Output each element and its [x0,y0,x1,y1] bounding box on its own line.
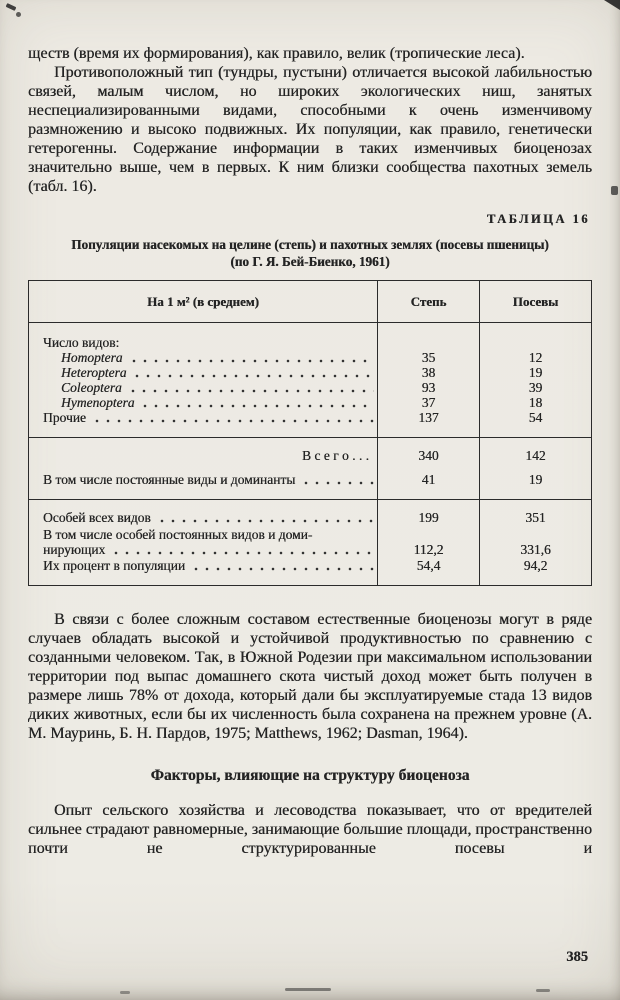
row-value-sowing: 331,6 [480,525,592,558]
table-row [29,558,592,586]
row-value-sowing: 39 [480,380,592,395]
row-label-line2: нирующих [43,542,106,557]
row-value-sowing: 18 [480,395,592,410]
paragraph-continuation: ществ (время их формирования), как правило, велик (тропические леса). [28,45,525,62]
dot-leader [132,359,375,363]
row-value-steppe: 35 [378,350,480,365]
dot-leader [114,551,374,555]
column-header-per-m2: На 1 м² (в среднем) [29,281,378,323]
dot-leader [194,567,374,571]
row-label: Особей всех видов [43,510,151,525]
dot-leader [143,404,374,408]
page-number: 385 [566,949,588,965]
row-label: Coleoptera [61,380,122,395]
row-label: Homoptera [61,350,123,365]
row-value-sowing: 19 [480,466,592,500]
table-source: (по Г. Я. Бей-Биенко, 1961) [230,254,390,269]
paragraph-agriculture: Опыт сельского хозяйства и лесоводства показывает, что от вредителей сильнее страдают равномерные, занимающие большие площади, пространственно почти не структурированные посевы и [28,802,592,857]
table-row-total [29,438,592,467]
insect-populations-table [28,280,592,586]
scan-artifact [611,186,618,195]
row-value-steppe: 199 [378,500,480,526]
row-value-steppe: 38 [378,365,480,380]
scan-artifact [16,12,21,17]
row-value-sowing: 19 [480,365,592,380]
row-label: Heteroptera [61,365,127,380]
table-row [29,525,592,558]
scan-artifact [285,988,331,991]
table-row [29,410,592,438]
column-header-steppe: Степь [378,281,480,323]
table-row [29,395,592,410]
table-row [29,500,592,526]
row-label: В том числе постоянные виды и доминанты [43,472,296,487]
section-heading: Факторы, влияющие на структуру биоценоза [150,767,470,784]
column-header-sowings: Посевы [480,281,592,323]
row-label: Hymenoptera [61,395,135,410]
row-value-sowing: 351 [480,500,592,526]
row-value-steppe: 54,4 [378,558,480,586]
row-value-sowing: 54 [480,410,592,438]
paragraph-opposite-type: Противоположный тип (тундры, пустыни) отличается высокой лабильностью связей, малым числом, но широких экологических ниш, занятых неспециализированными видами, способными к очень изменчивому размножению и высоко подвижных. Их популяции, как правило, генетически гетерогенны. Содержание информации в таких изменчивых биоценозах значительно выше, чем в первых. К ним близки сообщества пахотных земель (табл. 16). [28,64,592,195]
row-label-line1: В том числе особей постоянных видов и доми- [43,527,313,542]
row-value-steppe: 41 [378,466,480,500]
table-caption: ТАБЛИЦА 16 [486,212,590,226]
row-value-sowing: 94,2 [480,558,592,586]
table-row-group-header [29,323,592,351]
row-value-steppe: 112,2 [378,525,480,558]
row-label: Число видов: [43,335,120,350]
paragraph-productivity: В связи с более сложным составом естественные биоценозы могут в ряде случаев обладать высокой и устойчивой продуктивностью по сравнению с созданными человеком. Так, в Южной Родезии при максимальном использовании территории под выпас домашнего скота чистый доход может быть получен в размере лишь 78% от дохода, который дали бы эксплуатируемые стада 13 видов диких животных, если бы их численность была сохранена на прежнем уровне (А. М. Мауринь, Б. Н. Пардов, 1975; Matthews, 1962; Dasman, 1964). [28,611,592,742]
row-value-steppe: 93 [378,380,480,395]
dot-leader [160,519,374,523]
row-value-sowing: 142 [480,438,592,467]
dot-leader [304,481,374,485]
dot-leader [135,374,374,378]
table-row [29,365,592,380]
dot-leader [95,419,374,423]
row-value-steppe: 137 [378,410,480,438]
row-value-sowing: 12 [480,350,592,365]
row-value-steppe: 37 [378,395,480,410]
row-label: В с е г о . . . [29,438,378,467]
row-label: Их процент в популяции [43,558,186,573]
table-row [29,350,592,365]
dot-leader [131,389,374,393]
table-title: Популяции насекомых на целине (степь) и пахотных землях (посевы пшеницы) [71,237,549,252]
row-value-steppe [378,323,480,351]
row-value-sowing [480,323,592,351]
scan-artifact [536,989,550,992]
table-header-row [29,281,592,323]
row-label: Прочие [43,410,86,425]
row-value-steppe: 340 [378,438,480,467]
scan-artifact [120,991,130,994]
table-row [29,380,592,395]
table-row [29,466,592,500]
